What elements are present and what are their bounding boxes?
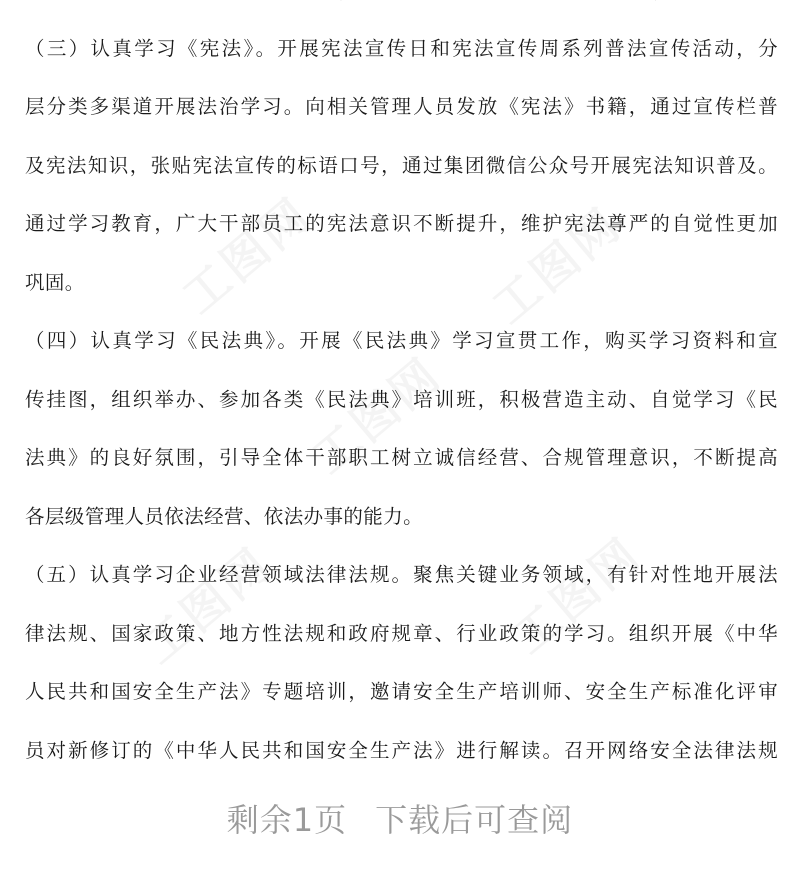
text-line: 通过学习教育，广大干部员工的宪法意识不断提升，维护宪法尊严的自觉性更加: [25, 212, 778, 235]
document-body: [25, 0, 778, 795]
text-line: 巩固。: [25, 270, 85, 294]
text-line: 员对新修订的《中华人民共和国安全生产法》进行解读。召开网络安全法律法规: [25, 738, 778, 762]
text-line: （四）认真学习《民法典》。开展《民法典》学习宣贯工作，购买学习资料和宣: [25, 329, 778, 352]
text-line: 人民共和国安全生产法》专题培训，邀请安全生产培训师、安全生产标准化评审: [25, 680, 778, 703]
text-line: 律法规、国家政策、地方性法规和政府规章、行业政策的学习。组织开展《中华: [25, 621, 778, 645]
text-line: 传挂图，组织举办、参加各类《民法典》培训班，积极营造主动、自觉学习《民: [25, 387, 778, 411]
download-to-view-label: 下载后可查阅: [375, 801, 574, 839]
text-line: 各层级管理人员依法经营、依法办事的能力。: [25, 504, 424, 528]
text-line: 层分类多渠道开展法治学习。向相关管理人员发放《宪法》书籍，通过宣传栏普: [25, 95, 778, 118]
remaining-pages-label: 剩余1页: [226, 801, 348, 839]
download-prompt[interactable]: [0, 795, 800, 841]
text-line: 法典》的良好氛围，引导全体干部职工树立诚信经营、合规管理意识，不断提高: [25, 446, 778, 469]
text-line: （五）认真学习企业经营领域法律法规。聚焦关键业务领域，有针对性地开展法: [25, 563, 778, 586]
text-line: （三）认真学习《宪法》。开展宪法宣传日和宪法宣传周系列普法宣传活动，分: [25, 36, 778, 60]
text-line: 及宪法知识，张贴宪法宣传的标语口号，通过集团微信公众号开展宪法知识普及。: [25, 153, 778, 177]
text-line: [25, 0, 778, 4]
